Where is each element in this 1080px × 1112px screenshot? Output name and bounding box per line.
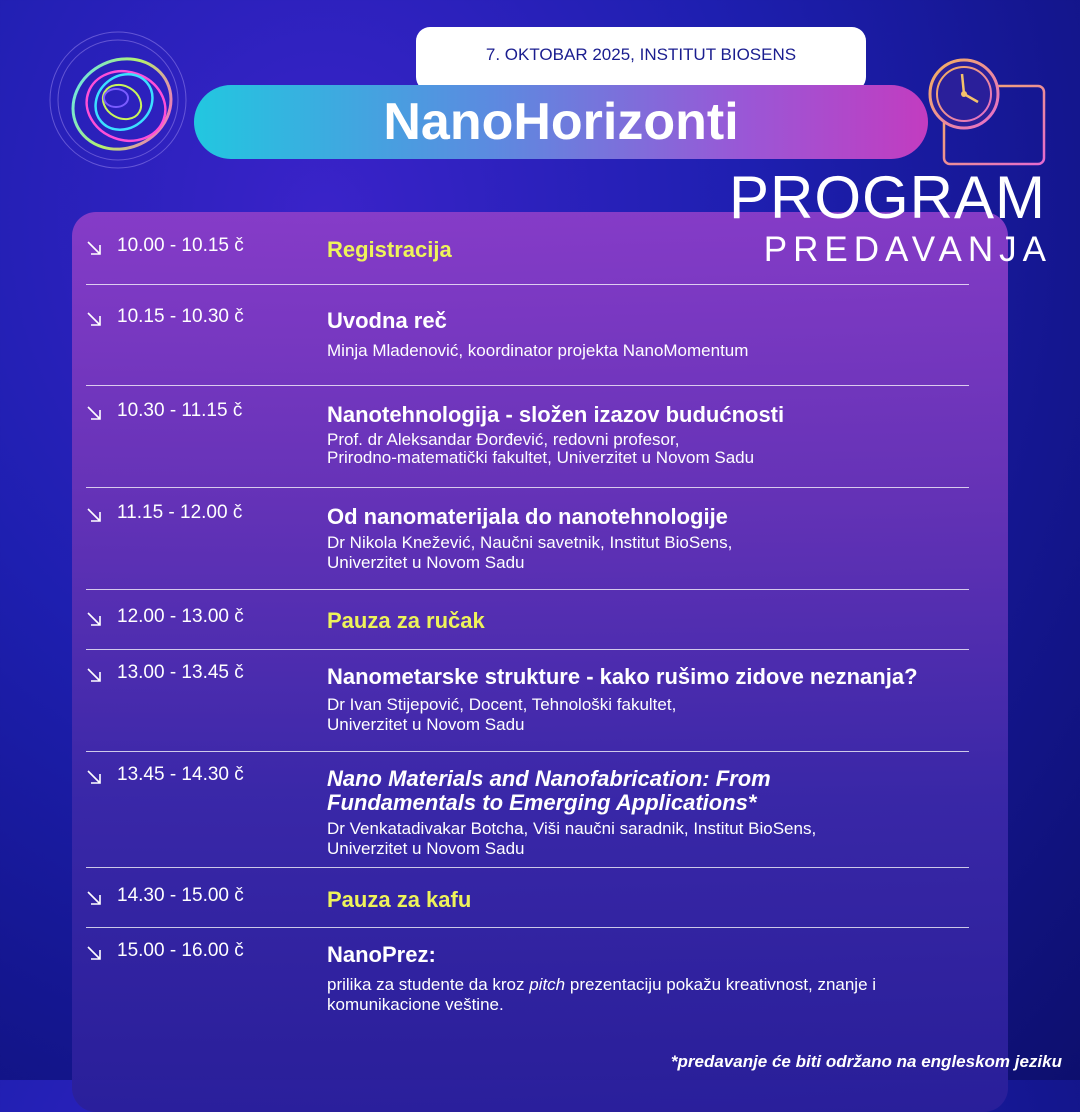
program-heading: PROGRAM [728,164,1046,231]
row-divider [86,589,969,590]
speaker-line: Univerzitet u Novom Sadu [327,553,525,572]
session-speaker [327,695,1007,735]
speaker-line: Prirodno-matematički fakultet, Univerzitet u Novom Sadu [327,448,755,467]
session-time: 10.00 - 10.15 č [117,235,244,256]
arrow-down-right-icon [86,311,102,327]
arrow-down-right-icon [86,769,102,785]
event-title: NanoHorizonti [194,85,928,159]
row-divider [86,487,969,488]
description-text: prezentaciju pokažu kreativnost, znanje i [565,975,877,994]
row-divider [86,927,969,928]
title-line: Fundamentals to Emerging Applications* [327,790,757,815]
session-title: Pauza za kafu [327,887,472,912]
row-divider [86,649,969,650]
arrow-down-right-icon [86,240,102,256]
session-speaker [327,533,1007,573]
event-date-text: 7. OKTOBAR 2025, INSTITUT BIOSENS [485,45,797,64]
description-line [327,975,1007,995]
speaker-line: Dr Venkatadivakar Botcha, Viši naučni saradnik, Institut BioSens, [327,819,817,838]
description-emphasis: pitch [529,975,566,994]
session-time: 12.00 - 13.00 č [117,606,244,627]
row-divider [86,867,969,868]
description-line: komunikacione veštine. [327,995,504,1014]
session-speaker: Minja Mladenović, koordinator projekta NanoMomentum [327,341,749,360]
arrow-down-right-icon [86,890,102,906]
session-title: Registracija [327,237,452,262]
speaker-line: Univerzitet u Novom Sadu [327,839,525,858]
row-divider [86,751,969,752]
session-time: 13.45 - 14.30 č [117,764,244,785]
arrow-down-right-icon [86,507,102,523]
session-title: Nanotehnologija - složen izazov budućnosti [327,402,785,427]
arrow-down-right-icon [86,611,102,627]
session-speaker [327,431,1007,467]
arrow-down-right-icon [86,945,102,961]
session-title: Uvodna reč [327,308,447,333]
session-time: 15.00 - 16.00 č [117,940,244,961]
session-title: NanoPrez: [327,942,436,967]
session-time: 10.30 - 11.15 č [117,400,243,421]
session-title: Od nanomaterijala do nanotehnologije [327,504,728,529]
session-title: Pauza za ručak [327,608,485,633]
session-time: 13.00 - 13.45 č [117,662,244,683]
row-divider [86,385,969,386]
session-title: Nanometarske strukture - kako rušimo zidove neznanja? [327,664,918,689]
arrow-down-right-icon [86,405,102,421]
session-speaker [327,819,1007,859]
session-time: 14.30 - 15.00 č [117,885,244,906]
arrow-down-right-icon [86,667,102,683]
program-subheading: PREDAVANJA [763,230,1052,269]
speaker-line: Univerzitet u Novom Sadu [327,715,525,734]
session-time: 10.15 - 10.30 č [117,306,244,327]
title-line: Nano Materials and Nanofabrication: From [327,766,771,791]
session-time: 11.15 - 12.00 č [117,502,243,523]
session-description [327,975,1007,1015]
session-title [327,767,1007,815]
speaker-line: Dr Nikola Knežević, Naučni savetnik, Institut BioSens, [327,533,733,552]
footnote: *predavanje će biti održano na engleskom jeziku [670,1052,1062,1071]
row-divider [86,284,969,285]
description-text: prilika za studente da kroz [327,975,530,994]
speaker-line: Prof. dr Aleksandar Đorđević, redovni profesor, [327,430,680,449]
speaker-line: Dr Ivan Stijepović, Docent, Tehnološki fakultet, [327,695,677,714]
